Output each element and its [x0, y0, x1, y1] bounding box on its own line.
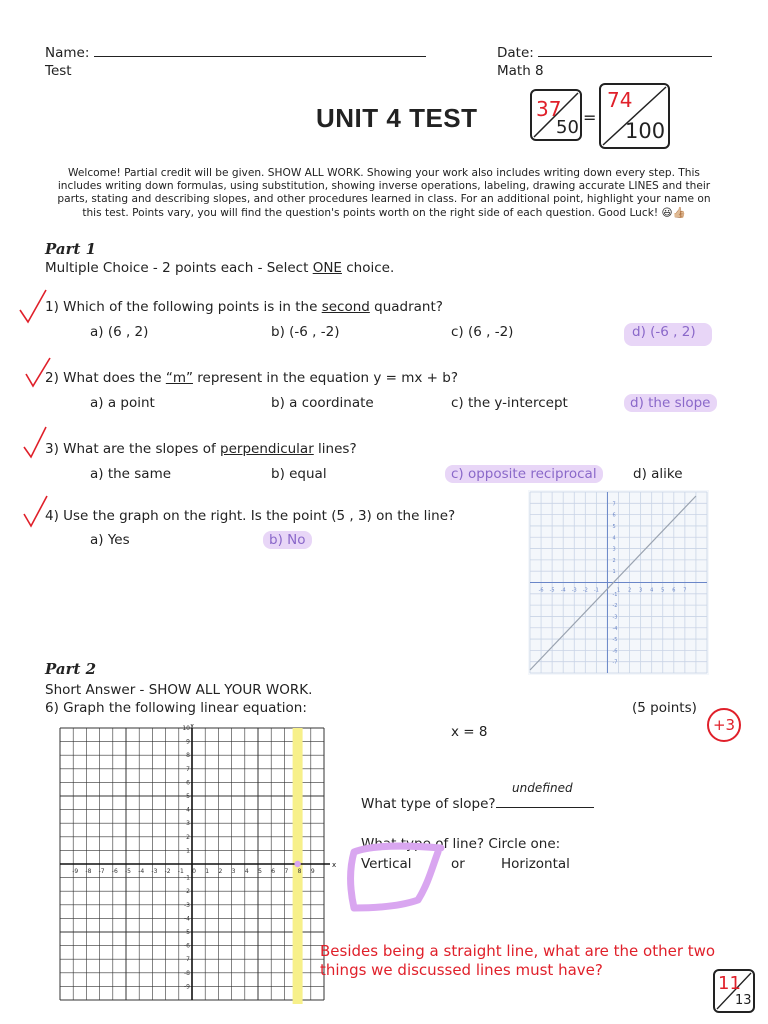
x-tick-label: -7	[98, 868, 105, 875]
x-tick-label: -3	[571, 587, 577, 594]
y-tick-label: -8	[184, 969, 190, 977]
y-tick-label: -3	[184, 901, 190, 909]
q3-option-d[interactable]: d) alike	[633, 466, 683, 482]
x-tick-label: 8	[297, 868, 302, 875]
question-1: 1) Which of the following points is in the second quadrant?	[45, 299, 443, 315]
y-tick-label: -9	[184, 983, 190, 991]
x-tick-label: -2	[164, 868, 171, 875]
part2-instructions: Short Answer - SHOW ALL YOUR WORK.	[45, 682, 313, 698]
page-score-earned: 11	[718, 973, 741, 994]
slope-question: What type of slope?	[361, 796, 594, 812]
intro-paragraph: Welcome! Partial credit will be given. SHOW ALL WORK. Showing your work also includes writing down every step. This includes writing down formulas, using substitution, showing inverse operations, labeling, drawing accurate LINES and their parts, stating and describing slopes, and other procedures learned in class. For an additional point, highlight your name on this test. Points vary, you will find the question's points worth on the right side of each question. Good Luck! 😃👍🏼	[57, 167, 711, 219]
question-6: 6) Graph the following linear equation:	[45, 700, 307, 716]
date-label: Date:	[497, 45, 534, 61]
y-tick-label: 8	[186, 752, 190, 760]
y-tick-label: 1	[186, 847, 190, 855]
page-score-box	[713, 969, 755, 1013]
y-tick-label: 3	[186, 820, 190, 828]
x-tick-label: 3	[231, 868, 236, 875]
percent-score-possible: 100	[625, 119, 666, 143]
teacher-note: Besides being a straight line, what are the other two things we discussed lines must have?	[320, 942, 716, 979]
x-tick-label: -4	[138, 868, 145, 875]
page-score-possible: 13	[735, 993, 752, 1008]
y-tick-label: 1	[612, 569, 616, 576]
test-label: Test	[45, 63, 72, 79]
raw-score-possible: 50	[556, 117, 579, 138]
x-tick-label: -1	[593, 587, 599, 594]
q3-option-a[interactable]: a) the same	[90, 466, 172, 482]
y-tick-label: -3	[612, 614, 618, 621]
x-tick-label: -3	[151, 868, 158, 875]
y-tick-label: 9	[186, 738, 190, 746]
y-tick-label: 4	[612, 535, 616, 542]
x-tick-label: 5	[258, 868, 262, 875]
y-tick-label: -7	[184, 956, 190, 964]
part1-heading: Part 1	[45, 240, 97, 258]
line-type-question: What type of line? Circle one:	[361, 836, 561, 852]
q2-option-c[interactable]: c) the y-intercept	[451, 395, 568, 411]
choice-or: or	[451, 856, 465, 872]
x-tick-label: 4	[650, 587, 654, 594]
y-tick-label: 4	[186, 806, 190, 814]
x-tick-label: 6	[271, 868, 276, 875]
q1-option-b[interactable]: b) (-6 , -2)	[271, 324, 340, 340]
x-tick-label: -2	[582, 587, 588, 594]
y-tick-label: -6	[184, 942, 190, 950]
y-tick-label: 7	[612, 501, 616, 508]
x-tick-label: 6	[672, 587, 676, 594]
y-tick-label: -7	[612, 659, 618, 666]
part2-heading: Part 2	[45, 660, 97, 678]
q3-option-b[interactable]: b) equal	[271, 466, 327, 482]
y-tick-label: -1	[612, 591, 618, 598]
question-3: 3) What are the slopes of perpendicular lines?	[45, 441, 357, 457]
percent-score-box	[599, 83, 670, 149]
y-tick-label: 6	[612, 512, 616, 519]
x-tick-label: -6	[111, 868, 118, 875]
x-tick-label: 5	[661, 587, 665, 594]
x-tick-label: 2	[627, 587, 632, 594]
x-tick-label: -1	[177, 868, 184, 875]
question-2: 2) What does the “m” represent in the equation y = mx + b?	[45, 370, 458, 386]
y-axis-label: y	[190, 724, 195, 729]
y-tick-label: 2	[186, 833, 190, 841]
x-tick-label: 1	[616, 587, 621, 594]
q4-option-b-selected[interactable]: b) No	[263, 531, 312, 549]
course-label: Math 8	[497, 63, 544, 79]
y-tick-label: -5	[612, 637, 618, 644]
x-tick-label: -6	[538, 587, 544, 594]
x-tick-label: -5	[549, 587, 555, 594]
q1-option-c[interactable]: c) (6 , -2)	[451, 324, 514, 340]
check-mark-icon	[18, 288, 48, 332]
handwritten-slope-answer: undefined	[512, 781, 573, 795]
x-tick-label: 2	[218, 868, 223, 875]
equation-label: x = 8	[451, 724, 488, 740]
choice-vertical[interactable]: Vertical	[361, 856, 412, 872]
y-tick-label: -2	[184, 888, 190, 896]
name-field[interactable]	[45, 45, 426, 61]
q2-option-b[interactable]: b) a coordinate	[271, 395, 374, 411]
x-tick-label: 7	[683, 587, 687, 594]
x-tick-label: 0	[192, 868, 196, 875]
percent-score-earned: 74	[607, 88, 633, 112]
choice-horizontal[interactable]: Horizontal	[501, 856, 570, 872]
y-tick-label: 7	[186, 765, 190, 773]
page-title: UNIT 4 TEST	[316, 103, 478, 133]
small-coordinate-graph	[528, 490, 709, 675]
q1-option-a[interactable]: a) (6 , 2)	[90, 324, 149, 340]
q3-option-c-selected[interactable]: c) opposite reciprocal	[445, 465, 603, 483]
y-tick-label: 2	[612, 557, 616, 564]
x-tick-label: -9	[72, 868, 79, 875]
bonus-points-badge: +3	[707, 708, 741, 742]
y-tick-label: 5	[186, 793, 190, 800]
equals-sign: =	[583, 108, 597, 127]
question-4: 4) Use the graph on the right. Is the point (5 , 3) on the line?	[45, 508, 456, 524]
question-6-points: (5 points)	[632, 700, 697, 716]
x-tick-label: -5	[125, 868, 131, 875]
x-tick-label: 1	[205, 868, 210, 875]
x-tick-label: 3	[639, 587, 643, 594]
q2-option-a[interactable]: a) a point	[90, 395, 155, 411]
x-tick-label: 7	[284, 868, 289, 875]
y-tick-label: 6	[186, 779, 190, 787]
y-tick-label: -6	[612, 648, 618, 655]
plotted-point	[294, 861, 300, 867]
y-tick-label: -4	[184, 915, 190, 923]
part1-instructions: Multiple Choice - 2 points each - Select ONE choice.	[45, 260, 395, 276]
raw-score-earned: 37	[536, 97, 562, 121]
name-blank[interactable]	[94, 56, 426, 57]
x-tick-label: -4	[560, 587, 566, 594]
y-tick-label: 3	[612, 546, 616, 553]
y-tick-label: 5	[612, 523, 616, 530]
circle-annotation-icon	[346, 840, 446, 915]
q2-option-d-selected[interactable]: d) the slope	[624, 394, 717, 412]
y-tick-label: 10	[182, 725, 190, 732]
x-axis-label: x	[332, 861, 337, 869]
y-tick-label: -4	[612, 625, 618, 632]
x-tick-label: -8	[85, 868, 92, 875]
name-label: Name:	[45, 45, 90, 61]
q1-option-d-selected[interactable]: d) (-6 , 2)	[624, 323, 712, 346]
x-tick-label: 4	[244, 868, 249, 875]
y-tick-label: -5	[184, 929, 190, 936]
date-field[interactable]	[497, 45, 712, 61]
raw-score-box	[530, 89, 582, 141]
x-tick-label: 9	[310, 868, 315, 875]
date-blank[interactable]	[538, 56, 712, 57]
y-tick-label: -2	[612, 603, 618, 610]
large-coordinate-graph[interactable]	[58, 724, 338, 1004]
q4-option-a[interactable]: a) Yes	[90, 532, 130, 548]
y-tick-label: -1	[184, 874, 190, 882]
